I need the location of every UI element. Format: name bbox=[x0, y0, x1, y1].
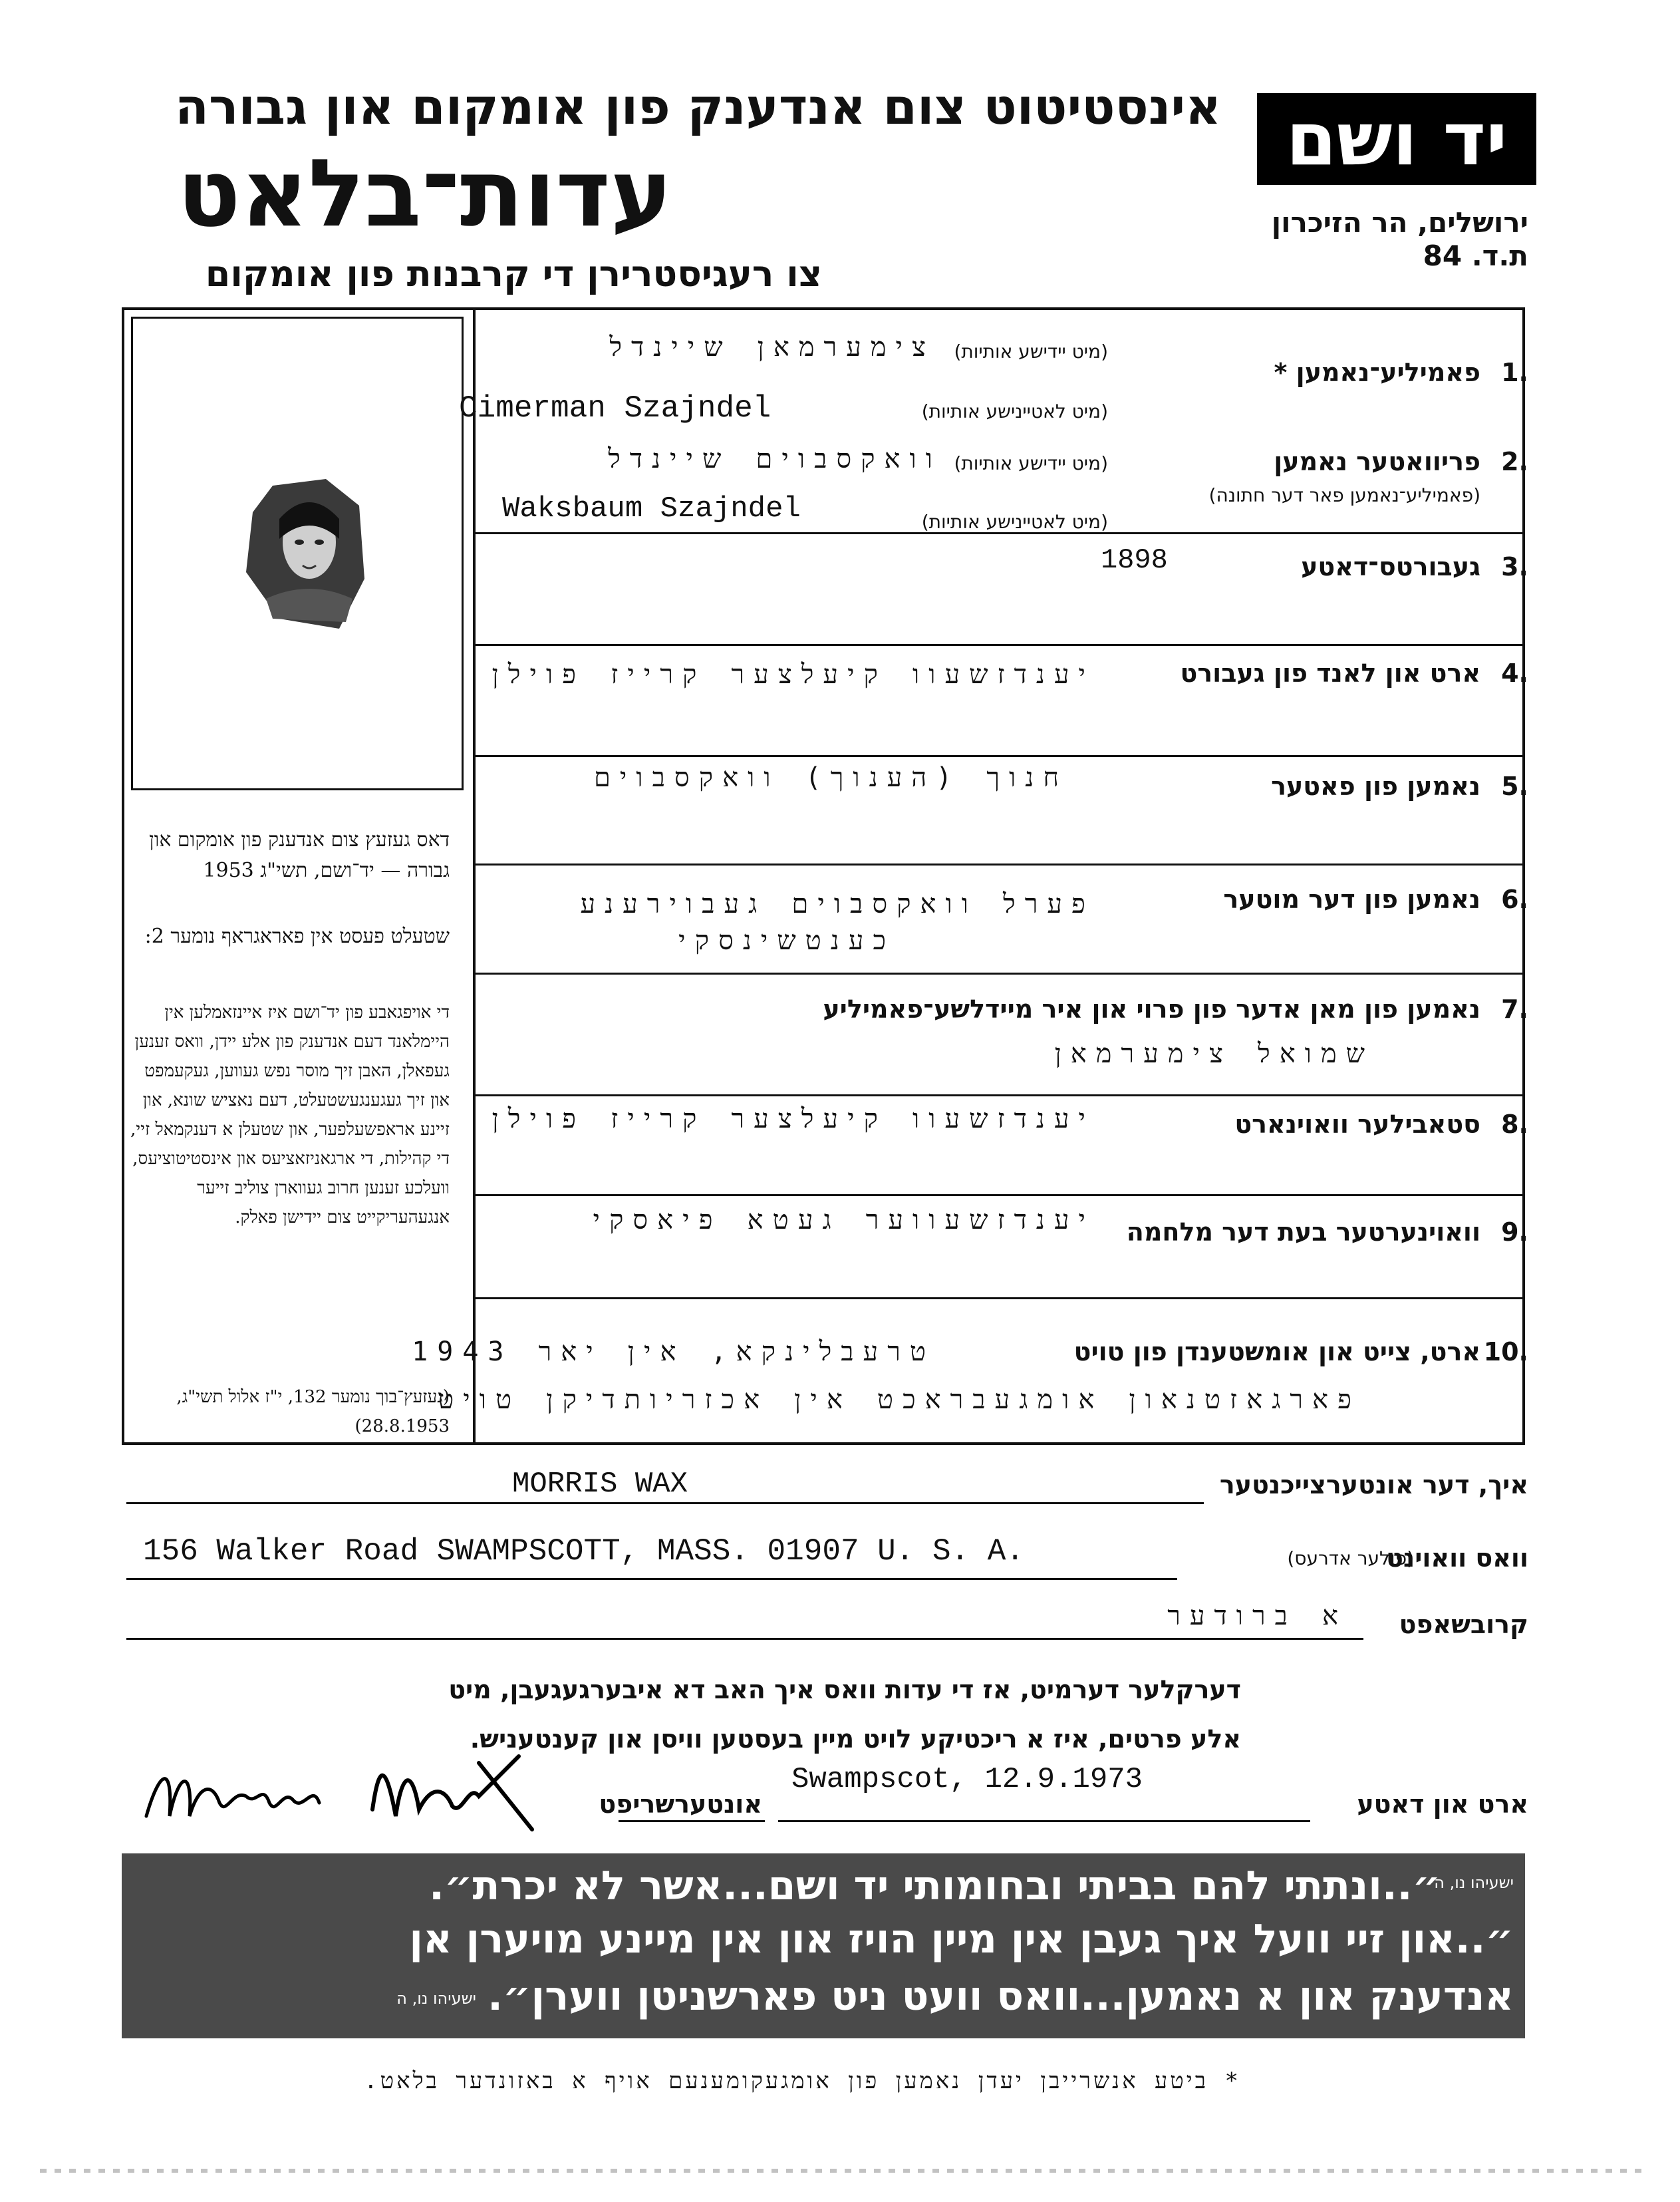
place-date-value: Swampscot, 12.9.1973 bbox=[791, 1763, 1143, 1796]
signature bbox=[133, 1743, 585, 1843]
address-line-1: ירושלים, הר הזיכרון bbox=[1271, 206, 1528, 239]
field-label-death-circumstances: ארט, צייט און אומשטענדן פון טויט bbox=[1073, 1337, 1480, 1366]
field-number: 9. bbox=[1501, 1217, 1528, 1247]
footnote: * ביטע אנשרייבן יעדן נאמען פון אומגעקומענעם אויף א באזונדער בלאט. bbox=[364, 2068, 1241, 2094]
row-divider bbox=[476, 755, 1522, 757]
address-underline bbox=[126, 1578, 1177, 1580]
field-value-mother-name-2: כענטשינסקי bbox=[678, 925, 895, 956]
address-line-2: ת.ד. 84 bbox=[1423, 239, 1528, 272]
field-label-birthplace: ארט און לאנד פון געבורט bbox=[1180, 659, 1480, 688]
field-label-note: (פאמיליע־נאמען פאר דער חתונה) bbox=[1208, 484, 1480, 506]
page-title: עדות־בלאט bbox=[177, 140, 672, 248]
field-value-permanent-residence: יענדזשעוו קיעלצער קרייז פוילן bbox=[491, 1104, 1095, 1134]
relationship-value: א ברודער bbox=[1167, 1601, 1347, 1631]
field-value-spouse-name: שמואל צימערמאן bbox=[1054, 1038, 1374, 1069]
row-divider bbox=[476, 1297, 1522, 1299]
field-number: 5. bbox=[1501, 772, 1528, 801]
field-number: 7. bbox=[1501, 995, 1528, 1024]
signature-underline bbox=[619, 1820, 765, 1822]
field-label-mother-name: נאמען פון דער מוטער bbox=[1223, 885, 1480, 914]
declaration-line-2: אלע פרטים, איז א ריכטיקע לויט מיין בעסטען וויסן און קענטעניש. bbox=[470, 1724, 1241, 1754]
field-value-family-name-yiddish: צימערמאן שיינדל bbox=[609, 332, 935, 363]
field-number: 3. bbox=[1501, 552, 1528, 581]
place-date-underline bbox=[778, 1820, 1310, 1822]
field-value-death-circumstances: פארגאזטנאון אומגעבראכט אין אכזריותדיקן טויט bbox=[438, 1384, 1361, 1415]
field-number: 2. bbox=[1501, 447, 1528, 476]
field-label-wartime-residence: וואוינערטער בעת דער מלחמה bbox=[1126, 1217, 1480, 1247]
place-date-label: ארט און דאטע bbox=[1357, 1790, 1528, 1819]
field-value-birthplace: יענדזשעוו קיעלצער קרייז פוילן bbox=[491, 659, 1095, 690]
field-number: 10. bbox=[1483, 1337, 1528, 1366]
row-divider bbox=[476, 1094, 1522, 1096]
field-value-maiden-name-yiddish: וואקסבוים שיינדל bbox=[608, 444, 942, 474]
yad-vashem-logo: יד ושם bbox=[1257, 93, 1536, 185]
field-value-wartime-residence: יענדזשעווער געטא פיאסקי bbox=[593, 1205, 1095, 1235]
field-label-spouse-name: נאמען פון מאן אדער פון פרוי און איר מיידלשע־פאמיליע bbox=[823, 995, 1480, 1024]
victim-photo bbox=[246, 479, 364, 629]
field-label-birth-date: געבורטס־דאטע bbox=[1301, 552, 1480, 581]
column-divider bbox=[473, 307, 476, 1445]
field-value-mother-name: פערל וואקסבוים געבוירענע bbox=[580, 889, 1095, 919]
field-value-birth-date: 1898 bbox=[1101, 544, 1168, 576]
submitter-name-label: איך, דער אונטערצייכנטער bbox=[1219, 1470, 1528, 1499]
field-number: 1. bbox=[1501, 358, 1528, 387]
field-label-father-name: נאמען פון פאטער bbox=[1271, 772, 1480, 801]
field-number: 4. bbox=[1501, 659, 1528, 688]
field-label-permanent-residence: סטאבילער וואוינארט bbox=[1234, 1110, 1480, 1139]
relationship-underline bbox=[126, 1638, 1363, 1640]
field-number: 8. bbox=[1501, 1110, 1528, 1139]
name-underline bbox=[126, 1502, 1204, 1504]
signature-label: אונטערשריפט bbox=[599, 1790, 762, 1819]
submitter-address: 156 Walker Road SWAMPSCOTT, MASS. 01907 U. S. A. bbox=[143, 1534, 1025, 1569]
stamp-law-text: די אויפגאבע פון יד־ושם איז איינזאמלען אין היימלאנד דעם אנדענק פון אלע יידן, וואס זענען געפאלן, האבן זיך מוסר נפש געווען, געקעמפט און זיך געגענגעשטעלט, דעם נאציש שונא, און זיינע אראפשעלפער, און שטעלן א דענקמאל זיי, די קהילות, די ארגאניזאציעס און אינסטיטוציעס, וועלכע זענען חרוב געווארן צוליב זייער אנגעהעריקייט צום יידישן פאלק. bbox=[130, 1003, 450, 1227]
field-note: (מיט יידישע אותיות) bbox=[954, 452, 1108, 474]
field-value-death-place: טרעבלינקא, אין יאר 1943 bbox=[412, 1337, 935, 1367]
scan-artifact bbox=[40, 2169, 1649, 2173]
field-note: (מיט יידישע אותיות) bbox=[954, 341, 1108, 363]
row-divider bbox=[476, 973, 1522, 975]
submitter-name: MORRIS WAX bbox=[512, 1468, 688, 1501]
stamp-law-title: דאס געזעץ צום אנדענק פון אומקום און גבורה — יד־ושם, תשי"ג 1953 bbox=[149, 828, 450, 882]
institute-name: אינסטיטוט צום אנדענק פון אומקום און גבורה bbox=[175, 79, 1221, 136]
field-value-father-name: חנוך (הענוך) וואקסבוים bbox=[593, 762, 1068, 793]
field-number: 6. bbox=[1501, 885, 1528, 914]
field-value-family-name-latin: Cimerman Szajndel bbox=[459, 391, 771, 426]
banner-quote-hebrew: ״..ונתתי להם בביתי ובחומותי יד ושם...אשר לא יכרת״. bbox=[429, 1863, 1441, 1909]
submitter-address-label: וואס וואוינט bbox=[1386, 1543, 1528, 1573]
banner-quote-yiddish-1: ״..און זיי וועל איך געבן אין מיין הויז און אין מיינע מויערן אן bbox=[409, 1916, 1514, 1963]
page-subtitle: צו רעגיסטרירן די קרבנות פון אומקום bbox=[205, 253, 822, 295]
field-label-family-name: פאמיליע־נאמען * bbox=[1274, 358, 1480, 387]
banner-citation: ישעיהו נו, ה bbox=[1434, 1873, 1514, 1892]
stamp-paragraph-ref: שטעלט פעסט אין פאראגראף נומער 2: bbox=[144, 925, 450, 948]
row-divider bbox=[476, 1194, 1522, 1196]
row-divider bbox=[476, 644, 1522, 646]
declaration-line-1: דערקלער דערמיט, אז די עדות וואס איך האב דא איבערגעגעבן, מיט bbox=[448, 1675, 1241, 1704]
field-value-maiden-name-latin: Waksbaum Szajndel bbox=[502, 492, 801, 526]
banner-citation: ישעיהו נו, ה bbox=[396, 1989, 476, 2008]
banner-quote-yiddish-2: אנדענק און א נאמען...וואס וועט ניט פארשניטן ווערן״. bbox=[488, 1973, 1514, 2020]
stamp-law-source: (געזעץ־בוך נומער 132, י"ז אלול תשי"ג, 28.8.1953) bbox=[176, 1387, 450, 1436]
field-label-maiden-name: פריוואטער נאמען bbox=[1274, 447, 1480, 476]
address-note: (פולער אדרעס) bbox=[1287, 1547, 1414, 1569]
field-note: (מיט לאטיינישע אותיות) bbox=[921, 511, 1108, 533]
row-divider bbox=[476, 864, 1522, 865]
relationship-label: קרובשאפט bbox=[1399, 1610, 1528, 1639]
field-note: (מיט לאטיינישע אותיות) bbox=[921, 400, 1108, 422]
